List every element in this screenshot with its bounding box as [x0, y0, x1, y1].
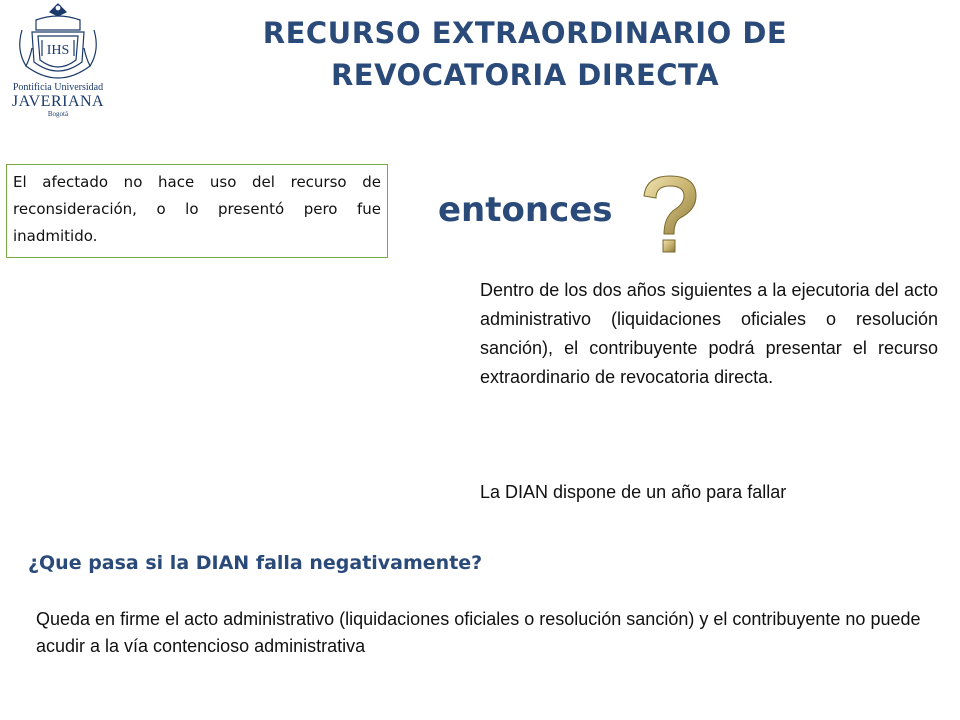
svg-text:IHS: IHS — [46, 43, 70, 58]
condition-box: El afectado no hace uso del recurso de reconsideración, o lo presentó pero fue inadmitido. — [6, 164, 388, 258]
logo-line-javeriana: JAVERIANA — [11, 93, 105, 110]
question-mark-icon — [636, 172, 704, 258]
logo-line-bogota: Bogotá — [47, 110, 69, 118]
page-title: RECURSO EXTRAORDINARIO DE REVOCATORIA DIRECTA — [262, 16, 788, 92]
main-paragraph: Dentro de los dos años siguientes a la ejecutoria del acto administrativo (liquidaciones oficiales o resolución sanción), el contribuyente podrá presentar el recurso extraordinario de revocatoria directa. — [480, 280, 938, 387]
logo-line-pontificia: Pontificia Universidad — [12, 82, 104, 93]
dian-deadline-text: La DIAN dispone de un año para fallar — [480, 482, 787, 502]
logo-wordmark — [8, 82, 108, 118]
entonces-label: entonces — [438, 190, 613, 230]
answer-text: Queda en firme el acto administrativo (liquidaciones oficiales o resolución sanción) y el contribuyente no puede acudir a la vía contencioso administrativa — [36, 609, 921, 656]
question-heading: ¿Que pasa si la DIAN falla negativamente? — [28, 552, 483, 574]
